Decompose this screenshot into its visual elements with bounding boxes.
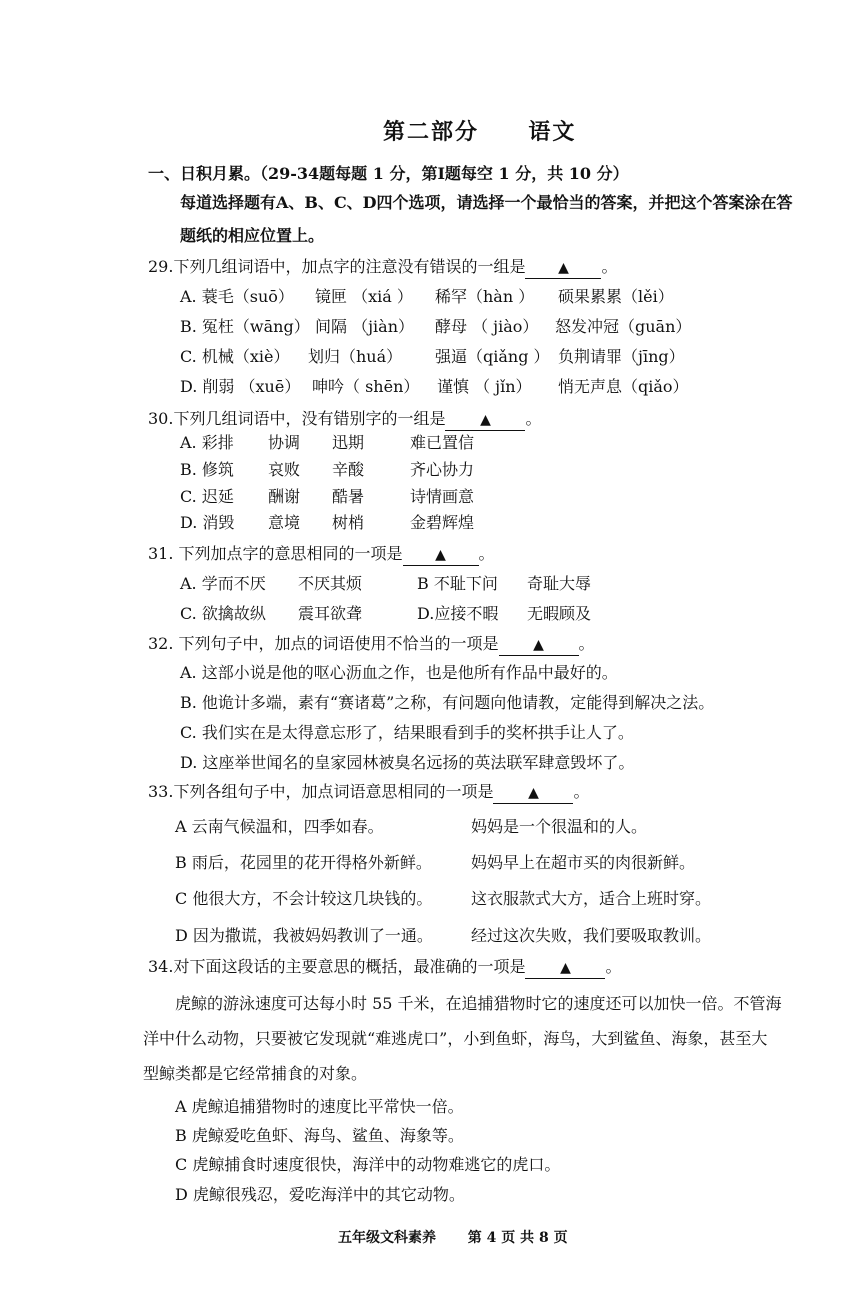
answer-blank: [493, 782, 573, 804]
q32-option-c: C. 我们实在是太得意忘形了，结果眼看到手的奖杯拱手让人了。: [180, 723, 634, 742]
q31-option-b-2: 奇耻大辱: [527, 574, 592, 593]
q29-option-a-1: A. 蓑毛（suō）: [180, 287, 294, 306]
q29-option-b-2: 间隔 （jiàn）: [315, 317, 415, 336]
triangle-icon: ▲: [533, 637, 544, 653]
footer-subject: 五年级文科素养: [338, 1230, 436, 1246]
question-34-stem: [148, 957, 621, 979]
q29-option-d-1: D. 削弱 （xuē）: [180, 377, 301, 396]
question-33-text: 33.下列各组句子中，加点词语意思相同的一项是: [148, 782, 494, 801]
section-instruction-1: 每道选择题有A、B、C、D四个选项，请选择一个最恰当的答案，并把这个答案涂在答: [180, 193, 793, 212]
q33-option-d-2: 经过这次失败，我们要吸取教训。: [471, 926, 712, 945]
q29-option-a-2: 镜匣 （xiá ）: [315, 287, 413, 306]
passage-line-2: 洋中什么动物，只要被它发现就“难逃虎口”，小到鱼虾，海鸟，大到鲨鱼、海象，甚至大: [143, 1029, 768, 1048]
q30-option-d-2: 意境: [268, 513, 301, 532]
answer-blank: [445, 409, 525, 431]
q33-option-b-1: B 雨后，花园里的花开得格外新鲜。: [175, 853, 432, 872]
q34-option-d: D 虎鲸很残忍，爱吃海洋中的其它动物。: [175, 1185, 465, 1204]
q34-option-b: B 虎鲸爱吃鱼虾、海鸟、鲨鱼、海象等。: [175, 1126, 464, 1145]
passage-line-1: 虎鲸的游泳速度可达每小时 55 千米，在追捕猎物时它的速度还可以加快一倍。不管海: [175, 994, 782, 1013]
q30-option-b-1: B. 修筑: [180, 460, 234, 479]
q30-option-b-2: 哀败: [268, 460, 301, 479]
q29-option-a-4: 硕果累累（lěi）: [558, 287, 674, 306]
question-31-text: 31. 下列加点字的意思相同的一项是: [148, 544, 403, 563]
answer-blank: [403, 544, 479, 566]
q30-option-c-3: 酷暑: [332, 487, 365, 506]
q29-option-b-3: 酵母 （ jiào）: [435, 317, 539, 336]
q34-option-a: A 虎鲸追捕猎物时的速度比平常快一倍。: [175, 1097, 464, 1116]
q29-option-b-1: B. 冤枉（wāng）: [180, 317, 310, 336]
q32-option-d: D. 这座举世闻名的皇家园林被臭名远扬的英法联军肆意毁坏了。: [180, 753, 635, 772]
question-33-stem: [148, 782, 589, 804]
question-end: 。: [478, 544, 495, 563]
page-title: [383, 119, 577, 145]
page-number: 第 4 页 共 8 页: [467, 1230, 568, 1246]
q29-option-c-2: 划归（huá）: [308, 347, 403, 366]
q30-option-a-3: 迅期: [332, 433, 365, 452]
question-29-stem: [148, 257, 617, 279]
q33-option-c-2: 这衣服款式大方，适合上班时穿。: [471, 889, 712, 908]
answer-blank: [499, 634, 579, 656]
q34-option-c: C 虎鲸捕食时速度很快，海洋中的动物难逃它的虎口。: [175, 1155, 561, 1174]
q31-option-c-1: C. 欲擒故纵: [180, 604, 266, 623]
q30-option-b-3: 辛酸: [332, 460, 365, 479]
answer-blank: [525, 957, 605, 979]
q33-option-a-1: A 云南气候温和，四季如春。: [175, 817, 384, 836]
question-30-stem: [148, 409, 541, 431]
q30-option-a-1: A. 彩排: [180, 433, 234, 452]
q29-option-c-3: 强逼（qiǎng ）: [435, 347, 550, 366]
q29-option-c-1: C. 机械（xiè）: [180, 347, 290, 366]
section-instruction-2: 题纸的相应位置上。: [180, 226, 325, 245]
question-32-text: 32. 下列句子中，加点的词语使用不恰当的一项是: [148, 634, 499, 653]
q33-option-a-2: 妈妈是一个很温和的人。: [471, 817, 648, 836]
q30-option-d-4: 金碧辉煌: [410, 513, 475, 532]
q30-option-c-1: C. 迟延: [180, 487, 234, 506]
q31-option-b-1: B 不耻下问: [417, 574, 498, 593]
q30-option-c-4: 诗情画意: [410, 487, 475, 506]
q32-option-a: A. 这部小说是他的呕心沥血之作，也是他所有作品中最好的。: [180, 663, 618, 682]
question-32-stem: [148, 634, 595, 656]
q30-option-c-2: 酬谢: [268, 487, 301, 506]
q31-option-a-2: 不厌其烦: [298, 574, 363, 593]
q29-option-a-3: 稀罕（hàn ）: [435, 287, 535, 306]
question-end: 。: [605, 957, 622, 976]
q30-option-d-3: 树梢: [332, 513, 365, 532]
q29-option-d-2: 呻吟（ shēn）: [312, 377, 420, 396]
part-label: 第二部分: [383, 119, 480, 145]
q33-option-d-1: D 因为撒谎，我被妈妈教训了一通。: [175, 926, 433, 945]
question-30-text: 30.下列几组词语中，没有错别字的一组是: [148, 409, 446, 428]
q31-option-d-2: 无暇顾及: [527, 604, 592, 623]
passage-line-3: 型鲸类都是它经常捕食的对象。: [143, 1064, 368, 1083]
question-34-text: 34.对下面这段话的主要意思的概括，最准确的一项是: [148, 957, 526, 976]
question-end: 。: [578, 634, 595, 653]
triangle-icon: ▲: [435, 547, 446, 563]
q30-option-d-1: D. 消毁: [180, 513, 235, 532]
triangle-icon: ▲: [528, 785, 539, 801]
triangle-icon: ▲: [480, 412, 491, 428]
question-31-stem: [148, 544, 495, 566]
question-end: 。: [573, 782, 590, 801]
answer-blank: [525, 257, 601, 279]
subject-label: 语文: [528, 119, 577, 145]
q30-option-a-2: 协调: [268, 433, 301, 452]
q31-option-a-1: A. 学而不厌: [180, 574, 266, 593]
section-heading: 一、日积月累。（29-34题每题 1 分，第Ⅰ题每空 1 分，共 10 分）: [148, 164, 629, 183]
q31-option-d-1: D.应接不暇: [417, 604, 499, 623]
q29-option-c-4: 负荆请罪（jīng）: [558, 347, 685, 366]
triangle-icon: ▲: [558, 260, 569, 276]
triangle-icon: ▲: [560, 960, 571, 976]
question-end: 。: [601, 257, 618, 276]
q30-option-b-4: 齐心协力: [410, 460, 475, 479]
q30-option-a-4: 难已置信: [410, 433, 475, 452]
question-end: 。: [525, 409, 542, 428]
q32-option-b: B. 他诡计多端，素有“赛诸葛”之称，有问题向他请教，定能得到解决之法。: [180, 693, 715, 712]
q33-option-c-1: C 他很大方，不会计较这几块钱的。: [175, 889, 433, 908]
q29-option-d-3: 谨慎 （ jǐn）: [437, 377, 532, 396]
q29-option-d-4: 悄无声息（qiǎo）: [558, 377, 689, 396]
q29-option-b-4: 怒发冲冠（guān）: [555, 317, 692, 336]
question-29-text: 29.下列几组词语中，加点字的注意没有错误的一组是: [148, 257, 526, 276]
footer: [338, 1228, 568, 1248]
q33-option-b-2: 妈妈早上在超市买的肉很新鲜。: [471, 853, 696, 872]
q31-option-c-2: 震耳欲聋: [298, 604, 363, 623]
